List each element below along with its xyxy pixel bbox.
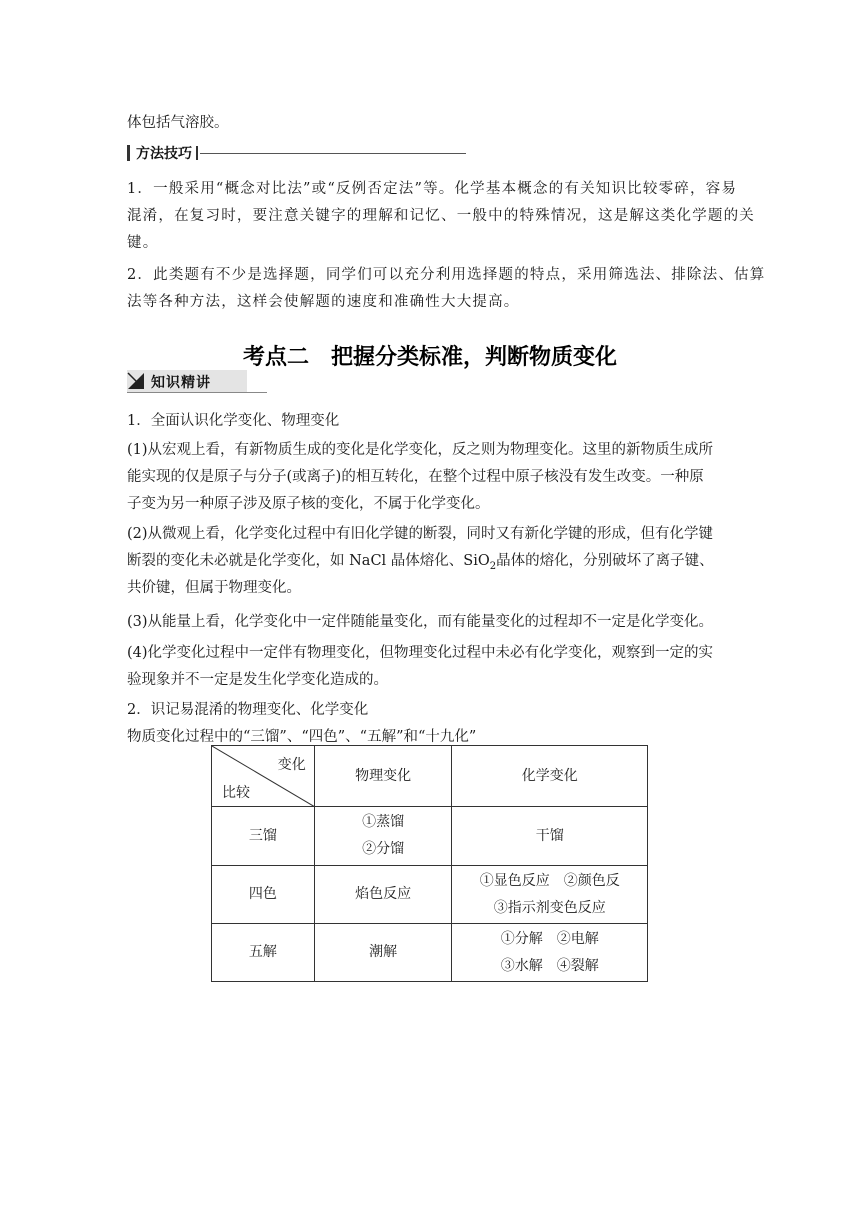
physical-cell <box>314 807 452 866</box>
column-header-physical: 物理变化 <box>314 746 452 807</box>
subscript-2: 2 <box>489 560 497 572</box>
row-label: 三馏 <box>212 807 315 866</box>
chemical-cell <box>452 807 648 866</box>
p1-2-line-2-pre: 断裂的变化未必就是化学变化，如 NaCl 晶体熔化、SiO <box>127 553 490 569</box>
cell-line: ②分馏 <box>362 841 405 857</box>
physical-cell <box>314 924 452 982</box>
triangle-icon <box>127 372 145 390</box>
tips-item-2-line-1: 2．此类题有不少是选择题，同学们可以充分利用选择题的特点，采用筛选法、排除法、估算 <box>127 267 766 283</box>
cell-line: ①显色反应 ②颜色反 <box>479 872 620 889</box>
table-row <box>212 807 648 866</box>
table-header-row <box>212 746 648 807</box>
section-title: 考点二 把握分类标准，判断物质变化 <box>242 345 617 370</box>
tips-end-bar <box>196 146 198 160</box>
p1-2-line-2-post: 晶体的熔化，分别破坏了离子键、 <box>496 553 714 569</box>
intro-tail-text: 体包括气溶胶。 <box>127 115 229 131</box>
p2-title: 2．识记易混淆的物理变化、化学变化 <box>127 702 369 718</box>
tips-item-1-line-2: 混淆，在复习时，要注意关键字的理解和记忆、一般中的特殊情况，这是解这类化学题的关 <box>127 208 755 224</box>
cell-line: 潮解 <box>369 944 398 960</box>
cell-line: ③指示剂变色反应 <box>493 899 606 916</box>
cell-line: 焰色反应 <box>355 886 412 902</box>
cell-line: ①分解 ②电解 <box>500 930 599 947</box>
knowledge-rule <box>127 392 267 393</box>
p1-3-line: (3)从能量上看，化学变化中一定伴随能量变化，而有能量变化的过程却不一定是化学变化。 <box>127 614 714 630</box>
chemical-cell <box>452 924 648 982</box>
p1-1-line-1: (1)从宏观上看，有新物质生成的变化是化学变化，反之则为物理变化。这里的新物质生成所 <box>127 442 714 458</box>
physical-cell <box>314 866 452 924</box>
p1-2-line-3: 共价键，但属于物理变化。 <box>127 580 301 596</box>
knowledge-header <box>127 370 267 394</box>
cell-line: 干馏 <box>535 827 564 844</box>
change-comparison-table <box>211 745 648 982</box>
corner-bottom-label: 比较 <box>222 785 250 801</box>
tips-left-bar <box>127 145 130 161</box>
table-corner-cell <box>212 746 315 807</box>
p1-2-line-1: (2)从微观上看，化学变化过程中有旧化学键的断裂，同时又有新化学键的形成，但有化学键 <box>127 526 714 542</box>
p1-title: 1．全面认识化学变化、物理变化 <box>127 413 340 429</box>
knowledge-label: 知识精讲 <box>151 375 211 391</box>
tips-rule <box>200 153 466 154</box>
p1-1-line-2: 能实现的仅是原子与分子(或离子)的相互转化，在整个过程中原子核没有发生改变。一种原 <box>127 469 704 485</box>
method-tips-header <box>127 143 466 163</box>
tips-label: 方法技巧 <box>136 146 192 162</box>
cell-line: ①蒸馏 <box>362 814 405 830</box>
tips-item-1-line-3: 键。 <box>127 235 159 251</box>
column-header-chemical: 化学变化 <box>452 746 648 807</box>
p2-subtitle: 物质变化过程中的“三馏”、“四色”、“五解”和“十九化” <box>127 729 477 745</box>
table-row <box>212 924 648 982</box>
row-label: 五解 <box>212 924 315 982</box>
cell-line: ③水解 ④裂解 <box>500 957 599 974</box>
corner-top-label: 变化 <box>277 757 306 773</box>
p1-4-line-2: 验现象并不一定是发生化学变化造成的。 <box>127 672 388 688</box>
p1-4-line-1: (4)化学变化过程中一定伴有物理变化，但物理变化过程中未必有化学变化，观察到一定的实 <box>127 645 714 661</box>
p1-1-line-3: 子变为另一种原子涉及原子核的变化，不属于化学变化。 <box>127 496 490 512</box>
p1-2-line-2 <box>127 551 737 577</box>
tips-item-2-line-2: 法等各种方法，这样会使解题的速度和准确性大大提高。 <box>127 294 520 310</box>
tips-item-1-line-1: 1．一般采用“概念对比法”或“反例否定法”等。化学基本概念的有关知识比较零碎，容易 <box>127 181 738 197</box>
row-label: 四色 <box>212 866 315 924</box>
chemical-cell <box>452 866 648 924</box>
table-row <box>212 866 648 924</box>
